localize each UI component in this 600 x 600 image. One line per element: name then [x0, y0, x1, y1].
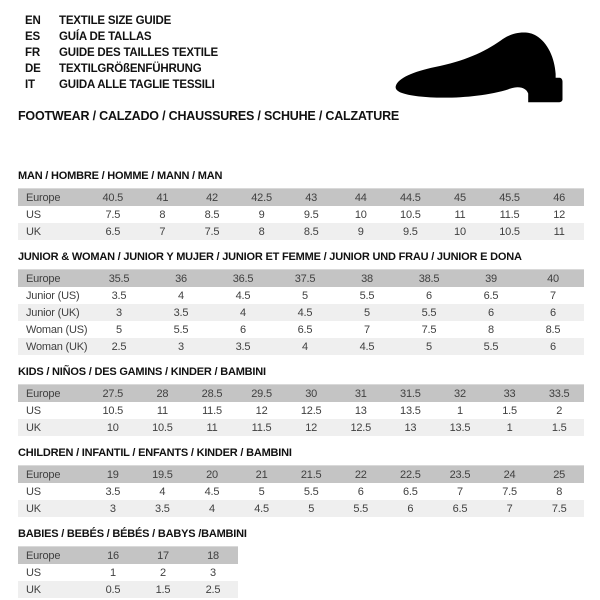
size-cell: 42 [206, 191, 218, 204]
size-cell: 9.5 [303, 208, 319, 221]
row-label: UK [26, 583, 41, 596]
kids-size-table [18, 384, 584, 436]
size-cell: 12 [255, 404, 268, 417]
size-table-junior-woman [18, 251, 586, 355]
size-cell: 18 [207, 549, 219, 562]
size-cell: 7.5 [551, 502, 567, 515]
size-cell: 2.5 [205, 583, 221, 596]
row-label: US [26, 485, 41, 498]
size-table-kids [18, 366, 586, 436]
table-row [18, 206, 584, 223]
size-cell: 6.5 [297, 323, 313, 336]
size-cell: 24 [503, 468, 516, 481]
row-label: Woman (US) [26, 323, 88, 336]
size-cell: 19 [106, 468, 119, 481]
size-cell: 11.5 [251, 421, 272, 434]
size-cell: 10 [454, 225, 466, 238]
table-title-man: MAN / HOMBRE / HOMME / MANN / MAN [18, 170, 223, 182]
size-cell: 10 [106, 421, 119, 434]
lang-label: GUIDA ALLE TAGLIE TESSILI [59, 79, 215, 91]
size-cell: 1.5 [155, 583, 171, 596]
table-row [18, 402, 584, 419]
size-cell: 4.5 [204, 485, 220, 498]
man-size-table [18, 188, 584, 240]
children-size-table [18, 465, 584, 517]
table-title-kids: KIDS / NIÑOS / DES GAMINS / KINDER / BAMBINI [18, 366, 266, 378]
size-cell: 1.5 [551, 421, 567, 434]
size-cell: 8 [258, 225, 265, 238]
size-cell: 3 [178, 340, 184, 353]
size-cell: 25 [553, 468, 566, 481]
size-cell: 33 [503, 387, 516, 400]
size-cell: 8.5 [545, 323, 561, 336]
size-cell: 21 [255, 468, 268, 481]
size-table-babies [18, 528, 586, 598]
size-cell: 13.5 [449, 421, 471, 434]
size-cell: 5 [308, 502, 315, 515]
size-cell: 7 [550, 289, 556, 302]
row-label: Woman (UK) [26, 340, 88, 353]
size-cell: 5.5 [421, 306, 437, 319]
size-cell: 29.5 [251, 387, 272, 400]
lang-label: TEXTILE SIZE GUIDE [59, 15, 172, 27]
size-cell: 2 [556, 404, 563, 417]
size-cell: 10.5 [152, 421, 173, 434]
size-cell: 8.5 [204, 208, 220, 221]
size-cell: 3.5 [105, 485, 121, 498]
size-cell: 13 [404, 421, 417, 434]
size-cell: 6.5 [452, 502, 468, 515]
size-cell: 6 [550, 306, 556, 319]
size-cell: 5.5 [303, 485, 319, 498]
size-cell: 19.5 [152, 468, 173, 481]
table-row [18, 223, 584, 240]
size-cell: 6 [240, 323, 246, 336]
size-cell: 4 [178, 289, 184, 302]
table-header-row [18, 466, 584, 484]
size-cell: 20 [206, 468, 218, 481]
table-title-babies: BABIES / BEBÉS / BÉBÉS / BABYS /BAMBINI [18, 528, 247, 540]
size-cell: 6 [426, 289, 432, 302]
size-cell: 10 [354, 208, 367, 221]
table-header-row [18, 385, 584, 403]
junior-woman-size-table [18, 269, 584, 355]
size-cell: 37.5 [294, 272, 316, 285]
row-label: Europe [26, 191, 61, 204]
size-table-man [18, 170, 586, 240]
size-cell: 8 [159, 208, 166, 221]
size-cell: 4 [302, 340, 308, 353]
size-cell: 6.5 [105, 225, 121, 238]
size-cell: 4.5 [254, 502, 269, 515]
size-cell: 21.5 [300, 468, 322, 481]
size-cell: 22 [354, 468, 367, 481]
size-cell: 36.5 [232, 272, 254, 285]
size-cell: 3.5 [235, 340, 251, 353]
size-cell: 5.5 [173, 323, 189, 336]
table-row [18, 287, 584, 304]
size-cell: 5 [426, 340, 432, 353]
table-title-junior-woman: JUNIOR & WOMAN / JUNIOR Y MUJER / JUNIOR ET FEMME / JUNIOR UND FRAU / JUNIOR E DONA [18, 251, 522, 263]
size-cell: 4.5 [297, 306, 313, 319]
row-label: US [26, 566, 41, 579]
size-cell: 44 [354, 191, 367, 204]
size-cell: 3 [210, 566, 216, 579]
table-row [18, 564, 238, 581]
row-label: Europe [26, 272, 61, 285]
size-cell: 4 [209, 502, 215, 515]
size-cell: 17 [157, 549, 169, 562]
lang-code: ES [25, 31, 40, 43]
size-cell: 11.5 [499, 208, 520, 221]
footwear-category-title: FOOTWEAR / CALZADO / CHAUSSURES / SCHUHE / CALZATURE [18, 109, 400, 123]
size-cell: 11.5 [202, 404, 222, 417]
size-cell: 7.5 [105, 208, 121, 221]
table-row [18, 500, 584, 517]
size-cell: 2.5 [111, 340, 127, 353]
size-cell: 31.5 [400, 387, 421, 400]
size-cell: 12.5 [300, 404, 322, 417]
size-cell: 7 [159, 225, 166, 238]
size-cell: 4.5 [359, 340, 375, 353]
size-cell: 11 [454, 208, 466, 221]
table-row [18, 321, 584, 338]
size-cell: 3.5 [111, 289, 127, 302]
size-cell: 16 [107, 549, 119, 562]
size-cell: 38.5 [418, 272, 440, 285]
size-cell: 13 [354, 404, 367, 417]
table-header-row [18, 270, 584, 288]
size-cell: 6.5 [403, 485, 418, 498]
table-header-row [18, 189, 584, 207]
size-cell: 45.5 [499, 191, 520, 204]
size-cell: 7.5 [204, 225, 220, 238]
size-cell: 31 [354, 387, 367, 400]
table-row [18, 483, 584, 500]
size-cell: 6 [407, 502, 414, 515]
size-cell: 46 [553, 191, 566, 204]
size-cell: 40 [547, 272, 559, 285]
size-cell: 5 [302, 289, 308, 302]
size-cell: 10.5 [400, 208, 421, 221]
table-row [18, 419, 584, 436]
lang-label: GUIDE DES TAILLES TEXTILE [59, 47, 218, 59]
row-label: UK [26, 502, 41, 515]
size-cell: 5 [116, 323, 122, 336]
size-cell: 7 [506, 502, 513, 515]
size-cell: 41 [156, 191, 169, 204]
dress-shoe-icon [391, 26, 587, 108]
size-cell: 3.5 [173, 306, 189, 319]
lang-code: IT [25, 79, 35, 91]
size-cell: 35.5 [108, 272, 130, 285]
size-cell: 5 [364, 306, 370, 319]
size-cell: 33.5 [548, 387, 570, 400]
size-cell: 4 [159, 485, 166, 498]
size-cell: 5.5 [353, 502, 369, 515]
row-label: Europe [26, 549, 61, 562]
size-cell: 11 [553, 225, 565, 238]
size-cell: 28 [156, 387, 169, 400]
babies-size-table [18, 546, 238, 598]
size-cell: 38 [361, 272, 373, 285]
size-cell: 6 [488, 306, 494, 319]
size-cell: 11 [206, 421, 218, 434]
size-table-children [18, 447, 586, 517]
lang-code: EN [25, 15, 41, 27]
size-cell: 6 [550, 340, 556, 353]
size-cell: 8 [488, 323, 494, 336]
lang-label: GUÍA DE TALLAS [59, 31, 152, 43]
table-row [18, 581, 238, 598]
size-cell: 36 [175, 272, 187, 285]
size-cell: 27.5 [102, 387, 124, 400]
size-cell: 1 [456, 404, 463, 417]
size-cell: 45 [454, 191, 466, 204]
size-cell: 6.5 [483, 289, 499, 302]
size-cell: 4 [240, 306, 246, 319]
size-cell: 5.5 [483, 340, 499, 353]
lang-label: TEXTILGRÖßENFÜHRUNG [59, 63, 202, 75]
row-label: Junior (US) [26, 289, 80, 302]
table-row [18, 338, 584, 355]
size-cell: 8.5 [303, 225, 319, 238]
size-cell: 3 [109, 502, 116, 515]
size-cell: 7 [364, 323, 370, 336]
size-cell: 44.5 [400, 191, 421, 204]
lang-code: DE [25, 63, 41, 75]
size-cell: 22.5 [400, 468, 421, 481]
size-cell: 5.5 [359, 289, 375, 302]
row-label: UK [26, 421, 41, 434]
size-cell: 0.5 [105, 583, 121, 596]
table-title-children: CHILDREN / INFANTIL / ENFANTS / KINDER / BAMBINI [18, 447, 292, 459]
size-cell: 12 [553, 208, 566, 221]
size-cell: 1.5 [502, 404, 517, 417]
row-label: US [26, 404, 41, 417]
size-cell: 9.5 [403, 225, 418, 238]
size-cell: 42.5 [251, 191, 272, 204]
row-label: UK [26, 225, 41, 238]
size-cell: 11 [156, 404, 168, 417]
size-cell: 3.5 [155, 502, 170, 515]
lang-code: FR [25, 47, 40, 59]
size-cell: 3 [116, 306, 122, 319]
size-cell: 23.5 [449, 468, 471, 481]
size-cell: 12.5 [350, 421, 372, 434]
size-cell: 1 [506, 421, 513, 434]
size-cell: 28.5 [201, 387, 223, 400]
size-cell: 2 [160, 566, 166, 579]
size-cell: 43 [305, 191, 318, 204]
size-cell: 9 [357, 225, 364, 238]
size-cell: 10.5 [102, 404, 124, 417]
size-cell: 7.5 [502, 485, 517, 498]
row-label: Europe [26, 468, 61, 481]
size-cell: 4.5 [235, 289, 251, 302]
row-label: US [26, 208, 41, 221]
size-cell: 6 [357, 485, 364, 498]
row-label: Junior (UK) [26, 306, 80, 319]
size-cell: 40.5 [102, 191, 124, 204]
size-cell: 13.5 [400, 404, 421, 417]
size-cell: 9 [258, 208, 265, 221]
table-row [18, 304, 584, 321]
size-cell: 10.5 [499, 225, 520, 238]
size-cell: 12 [305, 421, 318, 434]
size-cell: 5 [258, 485, 265, 498]
table-header-row [18, 547, 238, 565]
size-cell: 39 [485, 272, 497, 285]
size-cell: 30 [305, 387, 318, 400]
size-cell: 7 [456, 485, 463, 498]
size-cell: 1 [110, 566, 116, 579]
row-label: Europe [26, 387, 61, 400]
size-cell: 7.5 [421, 323, 437, 336]
size-cell: 8 [556, 485, 563, 498]
size-cell: 32 [454, 387, 466, 400]
